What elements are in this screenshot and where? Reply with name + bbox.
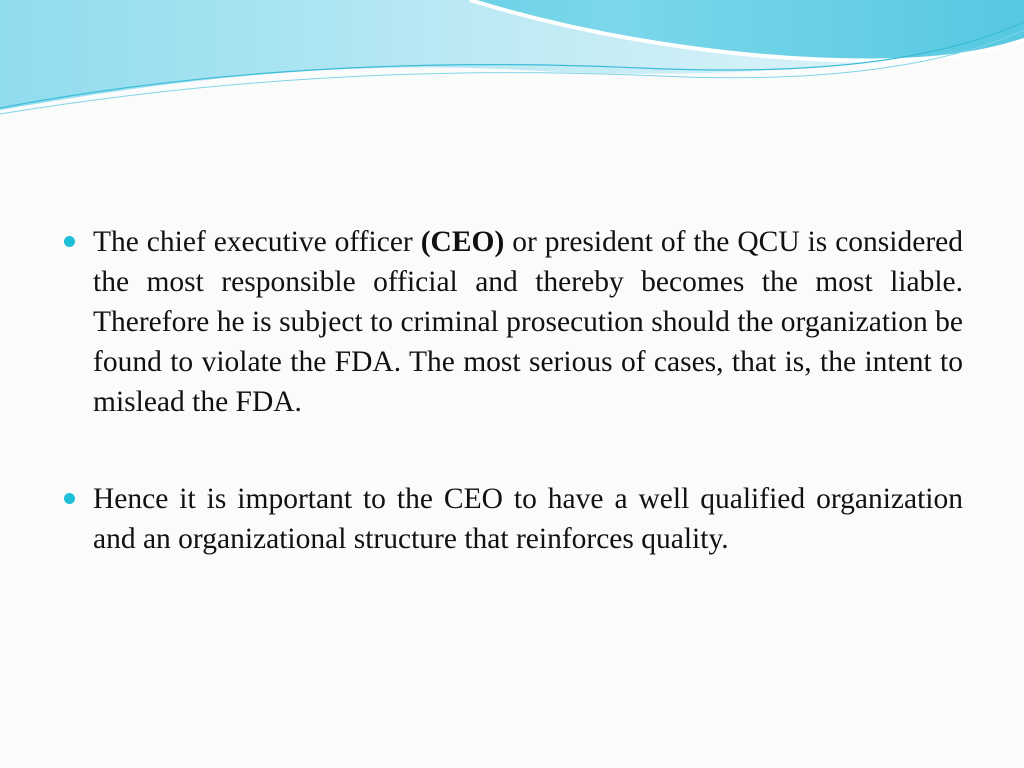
bullet-1-bold-term: (CEO) (420, 226, 505, 258)
slide-body (62, 222, 963, 616)
bullet-dot-icon (64, 493, 75, 504)
bullet-2 (62, 479, 963, 559)
decorative-wave-header (0, 0, 1024, 130)
bullet-1 (62, 222, 963, 422)
bullet-2-text: Hence it is important to the CEO to have a well qualified organization and an organizational structure that reinforces quality. (93, 483, 963, 555)
bullet-1-text-end: or president of the QCU is considered the most responsible official and thereby becomes the most liable. Therefore he is subject to criminal prosecution should the organization be found to violate the FDA. The most serious of cases, that is, the intent to mislead the FDA. (93, 226, 963, 418)
bullet-dot-icon (64, 236, 75, 247)
bullet-1-text-start: The chief executive officer (93, 226, 421, 258)
